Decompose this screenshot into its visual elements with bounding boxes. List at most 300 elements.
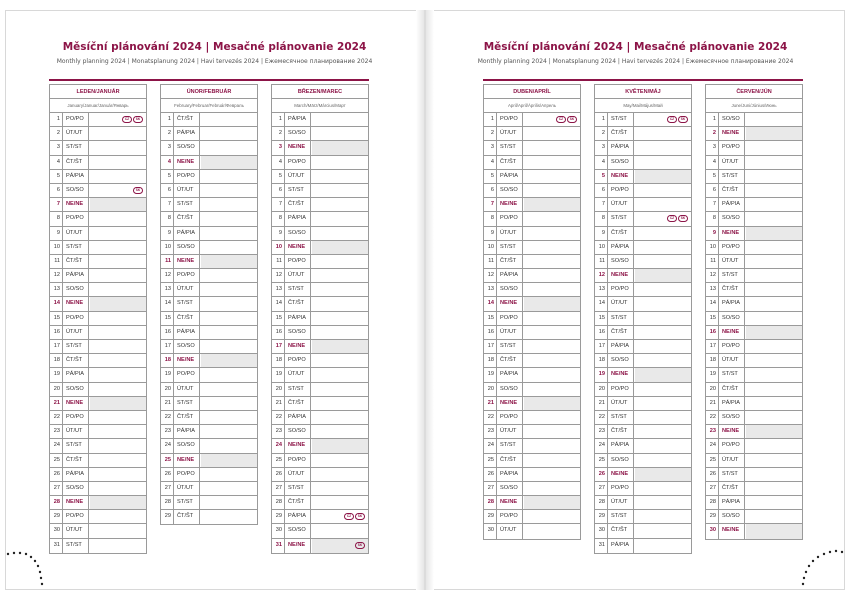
day-row — [50, 297, 146, 311]
note-cell[interactable] — [746, 227, 802, 240]
note-cell[interactable] — [312, 241, 368, 254]
day-row — [272, 127, 368, 141]
note-cell[interactable] — [312, 198, 368, 211]
note-cell[interactable] — [635, 496, 691, 509]
note-cell[interactable] — [746, 127, 802, 140]
note-cell[interactable] — [746, 425, 802, 438]
holiday-badge: SK — [133, 187, 143, 194]
day-row — [484, 184, 580, 198]
day-row — [161, 411, 257, 425]
weekday-label: SO/SO — [721, 212, 745, 225]
note-cell[interactable] — [635, 170, 691, 183]
day-number: 15 — [484, 312, 497, 325]
note-cell[interactable] — [90, 255, 146, 268]
day-number: 10 — [50, 241, 63, 254]
note-cell[interactable] — [90, 326, 146, 339]
note-cell[interactable] — [201, 184, 257, 197]
note-cell[interactable] — [635, 255, 691, 268]
day-row — [484, 340, 580, 354]
note-cell[interactable] — [524, 227, 580, 240]
note-cell[interactable] — [201, 383, 257, 396]
note-cell[interactable] — [746, 496, 802, 509]
note-cell[interactable] — [90, 156, 146, 169]
day-number: 3 — [595, 141, 608, 154]
note-cell[interactable] — [90, 312, 146, 325]
note-cell[interactable] — [90, 454, 146, 467]
note-cell[interactable] — [635, 510, 691, 523]
day-number: 2 — [161, 127, 174, 140]
note-cell[interactable] — [524, 198, 580, 211]
note-cell[interactable] — [90, 368, 146, 381]
day-number: 26 — [161, 468, 174, 481]
note-cell[interactable] — [746, 468, 802, 481]
note-cell[interactable] — [201, 212, 257, 225]
day-number: 27 — [484, 482, 497, 495]
day-row — [272, 141, 368, 155]
weekday-label: PÁ/PIA — [65, 269, 89, 282]
note-cell[interactable] — [746, 411, 802, 424]
note-cell[interactable] — [746, 454, 802, 467]
note-cell[interactable] — [746, 397, 802, 410]
note-cell[interactable] — [312, 524, 368, 537]
day-row — [706, 496, 802, 510]
note-cell[interactable] — [746, 184, 802, 197]
note-cell[interactable] — [524, 212, 580, 225]
day-number: 12 — [50, 269, 63, 282]
note-cell[interactable] — [635, 454, 691, 467]
note-cell[interactable] — [746, 383, 802, 396]
note-cell[interactable] — [201, 368, 257, 381]
day-row — [50, 227, 146, 241]
note-cell[interactable] — [635, 397, 691, 410]
note-cell[interactable] — [746, 198, 802, 211]
note-cell[interactable] — [201, 198, 257, 211]
day-number: 5 — [595, 170, 608, 183]
note-cell[interactable] — [746, 297, 802, 310]
weekday-label: PÁ/PIA — [721, 297, 745, 310]
note-cell[interactable] — [524, 127, 580, 140]
weekday-label: ST/ST — [65, 439, 89, 452]
day-row — [595, 127, 691, 141]
note-cell[interactable] — [90, 127, 146, 140]
day-row — [161, 354, 257, 368]
note-cell[interactable] — [90, 397, 146, 410]
note-cell[interactable] — [524, 397, 580, 410]
note-cell[interactable] — [524, 297, 580, 310]
note-cell[interactable] — [524, 510, 580, 523]
note-cell[interactable] — [746, 340, 802, 353]
note-cell[interactable] — [312, 326, 368, 339]
note-cell[interactable] — [201, 170, 257, 183]
note-cell[interactable] — [90, 198, 146, 211]
note-cell[interactable] — [90, 141, 146, 154]
note-cell[interactable] — [201, 482, 257, 495]
note-cell[interactable] — [201, 141, 257, 154]
note-cell[interactable] — [201, 510, 257, 524]
note-cell[interactable] — [312, 496, 368, 509]
note-cell[interactable] — [746, 156, 802, 169]
weekday-label: ST/ST — [610, 312, 634, 325]
note-cell[interactable] — [201, 340, 257, 353]
note-cell[interactable] — [90, 411, 146, 424]
day-row — [595, 482, 691, 496]
note-cell[interactable] — [201, 255, 257, 268]
weekday-label: ÚT/UT — [721, 255, 745, 268]
note-cell[interactable] — [90, 212, 146, 225]
note-cell[interactable] — [746, 170, 802, 183]
day-number: 7 — [161, 198, 174, 211]
weekday-label: SO/SO — [176, 241, 200, 254]
day-number: 29 — [595, 510, 608, 523]
weekday-label: NE/NE — [499, 198, 523, 211]
note-cell[interactable] — [90, 539, 146, 553]
note-cell[interactable] — [90, 283, 146, 296]
note-cell[interactable] — [635, 297, 691, 310]
note-cell[interactable] — [746, 368, 802, 381]
note-cell[interactable] — [746, 241, 802, 254]
day-row — [595, 241, 691, 255]
note-cell[interactable] — [746, 113, 802, 126]
note-cell[interactable] — [312, 141, 368, 154]
note-cell[interactable] — [312, 482, 368, 495]
day-row — [272, 340, 368, 354]
note-cell[interactable] — [312, 269, 368, 282]
day-row — [272, 297, 368, 311]
day-number: 5 — [484, 170, 497, 183]
note-cell[interactable] — [524, 411, 580, 424]
day-row — [706, 354, 802, 368]
day-number: 21 — [272, 397, 285, 410]
note-cell[interactable] — [201, 297, 257, 310]
note-cell[interactable] — [524, 354, 580, 367]
day-row — [706, 156, 802, 170]
note-cell[interactable] — [312, 127, 368, 140]
note-cell[interactable] — [90, 425, 146, 438]
note-cell[interactable] — [90, 354, 146, 367]
day-row — [706, 312, 802, 326]
day-row — [161, 141, 257, 155]
note-cell[interactable] — [524, 141, 580, 154]
day-row — [595, 383, 691, 397]
note-cell[interactable] — [635, 312, 691, 325]
note-cell[interactable] — [524, 312, 580, 325]
note-cell[interactable] — [635, 198, 691, 211]
weekday-label: PÁ/PIA — [287, 212, 311, 225]
day-row — [484, 439, 580, 453]
day-number: 14 — [706, 297, 719, 310]
note-cell[interactable] — [635, 468, 691, 481]
holiday-badges — [667, 116, 688, 123]
day-row — [484, 241, 580, 255]
weekday-label: ÚT/UT — [721, 156, 745, 169]
note-cell[interactable] — [201, 425, 257, 438]
note-cell[interactable] — [524, 269, 580, 282]
day-number: 22 — [272, 411, 285, 424]
note-cell[interactable] — [90, 383, 146, 396]
day-number: 19 — [484, 368, 497, 381]
weekday-label: ÚT/UT — [499, 425, 523, 438]
note-cell[interactable] — [635, 227, 691, 240]
note-cell[interactable] — [312, 113, 368, 126]
note-cell[interactable] — [201, 312, 257, 325]
note-cell[interactable] — [312, 383, 368, 396]
note-cell[interactable] — [635, 383, 691, 396]
note-cell[interactable] — [635, 269, 691, 282]
day-number: 30 — [595, 524, 608, 537]
weekday-label: SO/SO — [176, 340, 200, 353]
note-cell[interactable] — [312, 312, 368, 325]
note-cell[interactable] — [524, 425, 580, 438]
note-cell[interactable] — [201, 283, 257, 296]
day-row — [595, 269, 691, 283]
note-cell[interactable] — [524, 368, 580, 381]
note-cell[interactable] — [312, 255, 368, 268]
note-cell[interactable] — [312, 227, 368, 240]
weekday-label: SO/SO — [610, 354, 634, 367]
note-cell[interactable] — [746, 326, 802, 339]
day-row — [50, 269, 146, 283]
weekday-label: PÁ/PIA — [610, 539, 634, 553]
day-number: 27 — [595, 482, 608, 495]
note-cell[interactable] — [635, 368, 691, 381]
day-number: 5 — [272, 170, 285, 183]
note-cell[interactable] — [312, 368, 368, 381]
note-cell[interactable] — [746, 524, 802, 538]
note-cell[interactable] — [635, 482, 691, 495]
note-cell[interactable] — [524, 170, 580, 183]
day-row — [50, 539, 146, 553]
note-cell[interactable] — [90, 468, 146, 481]
note-cell[interactable] — [90, 297, 146, 310]
day-number: 1 — [595, 113, 608, 126]
day-number: 10 — [272, 241, 285, 254]
weekday-label: PÁ/PIA — [176, 227, 200, 240]
note-cell[interactable] — [746, 439, 802, 452]
weekday-label: ST/ST — [176, 297, 200, 310]
day-row — [272, 354, 368, 368]
day-row — [161, 383, 257, 397]
note-cell[interactable] — [201, 411, 257, 424]
note-cell[interactable] — [312, 184, 368, 197]
note-cell[interactable] — [635, 439, 691, 452]
day-row — [161, 482, 257, 496]
note-cell[interactable] — [635, 539, 691, 553]
day-number: 20 — [272, 383, 285, 396]
note-cell[interactable] — [90, 340, 146, 353]
weekday-label: ST/ST — [65, 241, 89, 254]
note-cell[interactable] — [90, 170, 146, 183]
day-row — [161, 312, 257, 326]
note-cell[interactable] — [524, 468, 580, 481]
weekday-label: PO/PO — [287, 454, 311, 467]
note-cell[interactable] — [524, 496, 580, 509]
note-cell[interactable] — [524, 255, 580, 268]
note-cell[interactable] — [312, 354, 368, 367]
note-cell[interactable] — [90, 524, 146, 537]
note-cell[interactable] — [312, 411, 368, 424]
day-row — [484, 383, 580, 397]
weekday-label: SO/SO — [721, 510, 745, 523]
day-number: 21 — [706, 397, 719, 410]
note-cell[interactable] — [312, 283, 368, 296]
note-cell[interactable] — [201, 496, 257, 509]
day-row — [706, 127, 802, 141]
day-row — [706, 198, 802, 212]
note-cell[interactable] — [201, 156, 257, 169]
note-cell[interactable] — [524, 156, 580, 169]
note-cell[interactable] — [635, 340, 691, 353]
note-cell[interactable] — [524, 340, 580, 353]
page-title: Měsíční plánování 2024 | Mesačné plánovanie 2024 — [483, 41, 788, 53]
weekday-label: ST/ST — [721, 368, 745, 381]
note-cell[interactable] — [524, 454, 580, 467]
note-cell[interactable] — [635, 156, 691, 169]
note-cell[interactable] — [312, 340, 368, 353]
day-row — [50, 340, 146, 354]
note-cell[interactable] — [524, 326, 580, 339]
weekday-label: ÚT/UT — [610, 297, 634, 310]
note-cell[interactable] — [312, 454, 368, 467]
month-table — [483, 84, 581, 540]
note-cell[interactable] — [746, 283, 802, 296]
note-cell[interactable] — [312, 297, 368, 310]
day-row — [161, 212, 257, 226]
note-cell[interactable] — [635, 184, 691, 197]
weekday-label: NE/NE — [610, 368, 634, 381]
note-cell[interactable] — [746, 255, 802, 268]
note-cell[interactable] — [90, 227, 146, 240]
note-cell[interactable] — [635, 326, 691, 339]
note-cell[interactable] — [201, 326, 257, 339]
day-number: 25 — [272, 454, 285, 467]
day-number: 29 — [161, 510, 174, 524]
note-cell[interactable] — [90, 269, 146, 282]
note-cell[interactable] — [312, 212, 368, 225]
day-number: 28 — [50, 496, 63, 509]
note-cell[interactable] — [90, 482, 146, 495]
weekday-label: SO/SO — [610, 255, 634, 268]
note-cell[interactable] — [524, 482, 580, 495]
day-row — [484, 156, 580, 170]
note-cell[interactable] — [524, 383, 580, 396]
holiday-badges — [344, 513, 365, 520]
day-number: 17 — [595, 340, 608, 353]
day-row — [484, 397, 580, 411]
day-number: 2 — [595, 127, 608, 140]
weekday-label: ST/ST — [721, 170, 745, 183]
note-cell[interactable] — [312, 468, 368, 481]
day-number: 22 — [595, 411, 608, 424]
day-number: 15 — [706, 312, 719, 325]
day-row — [272, 212, 368, 226]
weekday-label: NE/NE — [499, 297, 523, 310]
weekday-label: PO/PO — [610, 482, 634, 495]
weekday-label: ST/ST — [176, 198, 200, 211]
day-number: 5 — [161, 170, 174, 183]
weekday-label: PO/PO — [499, 312, 523, 325]
day-row — [50, 510, 146, 524]
weekday-label: SO/SO — [287, 227, 311, 240]
day-row — [272, 198, 368, 212]
note-cell[interactable] — [746, 510, 802, 523]
weekday-label: ST/ST — [176, 496, 200, 509]
note-cell[interactable] — [635, 524, 691, 537]
note-cell[interactable] — [90, 439, 146, 452]
note-cell[interactable] — [201, 354, 257, 367]
weekday-label: ÚT/UT — [176, 383, 200, 396]
note-cell[interactable] — [201, 468, 257, 481]
note-cell[interactable] — [524, 439, 580, 452]
day-row — [706, 170, 802, 184]
note-cell[interactable] — [201, 454, 257, 467]
weekday-label: ST/ST — [287, 283, 311, 296]
day-number: 14 — [161, 297, 174, 310]
note-cell[interactable] — [312, 425, 368, 438]
note-cell[interactable] — [312, 439, 368, 452]
note-cell[interactable] — [312, 156, 368, 169]
note-cell[interactable] — [635, 127, 691, 140]
note-cell[interactable] — [746, 141, 802, 154]
note-cell[interactable] — [746, 354, 802, 367]
note-cell[interactable] — [524, 241, 580, 254]
book-gutter — [416, 10, 434, 590]
note-cell[interactable] — [90, 510, 146, 523]
note-cell[interactable] — [201, 269, 257, 282]
month-translations: May/Mai/Május/Май — [595, 99, 691, 113]
day-row — [706, 297, 802, 311]
note-cell[interactable] — [201, 241, 257, 254]
note-cell[interactable] — [201, 397, 257, 410]
note-cell[interactable] — [524, 283, 580, 296]
day-row — [161, 454, 257, 468]
note-cell[interactable] — [312, 170, 368, 183]
page-subtitle: Monthly planning 2024 | Monatsplanung 2024 | Havi tervezés 2024 | Ежемесячное планирование 2024 — [56, 58, 373, 65]
note-cell[interactable] — [746, 482, 802, 495]
note-cell[interactable] — [90, 241, 146, 254]
day-number: 2 — [50, 127, 63, 140]
day-number: 18 — [50, 354, 63, 367]
weekday-label: SO/SO — [499, 184, 523, 197]
note-cell[interactable] — [90, 496, 146, 509]
note-cell[interactable] — [635, 411, 691, 424]
day-number: 13 — [50, 283, 63, 296]
note-cell[interactable] — [312, 397, 368, 410]
day-row — [595, 227, 691, 241]
note-cell[interactable] — [524, 524, 580, 538]
day-row — [595, 425, 691, 439]
note-cell[interactable] — [201, 113, 257, 126]
note-cell[interactable] — [635, 354, 691, 367]
note-cell[interactable] — [201, 127, 257, 140]
note-cell[interactable] — [201, 227, 257, 240]
day-row — [50, 524, 146, 538]
note-cell[interactable] — [746, 212, 802, 225]
note-cell[interactable] — [746, 269, 802, 282]
weekday-label: ST/ST — [610, 212, 634, 225]
day-number: 7 — [595, 198, 608, 211]
note-cell[interactable] — [201, 439, 257, 452]
note-cell[interactable] — [635, 241, 691, 254]
day-number: 22 — [161, 411, 174, 424]
weekday-label: SO/SO — [610, 156, 634, 169]
note-cell[interactable] — [635, 283, 691, 296]
note-cell[interactable] — [524, 184, 580, 197]
weekday-label: ST/ST — [499, 141, 523, 154]
note-cell[interactable] — [635, 425, 691, 438]
note-cell[interactable] — [746, 312, 802, 325]
day-row — [161, 283, 257, 297]
note-cell[interactable] — [635, 141, 691, 154]
